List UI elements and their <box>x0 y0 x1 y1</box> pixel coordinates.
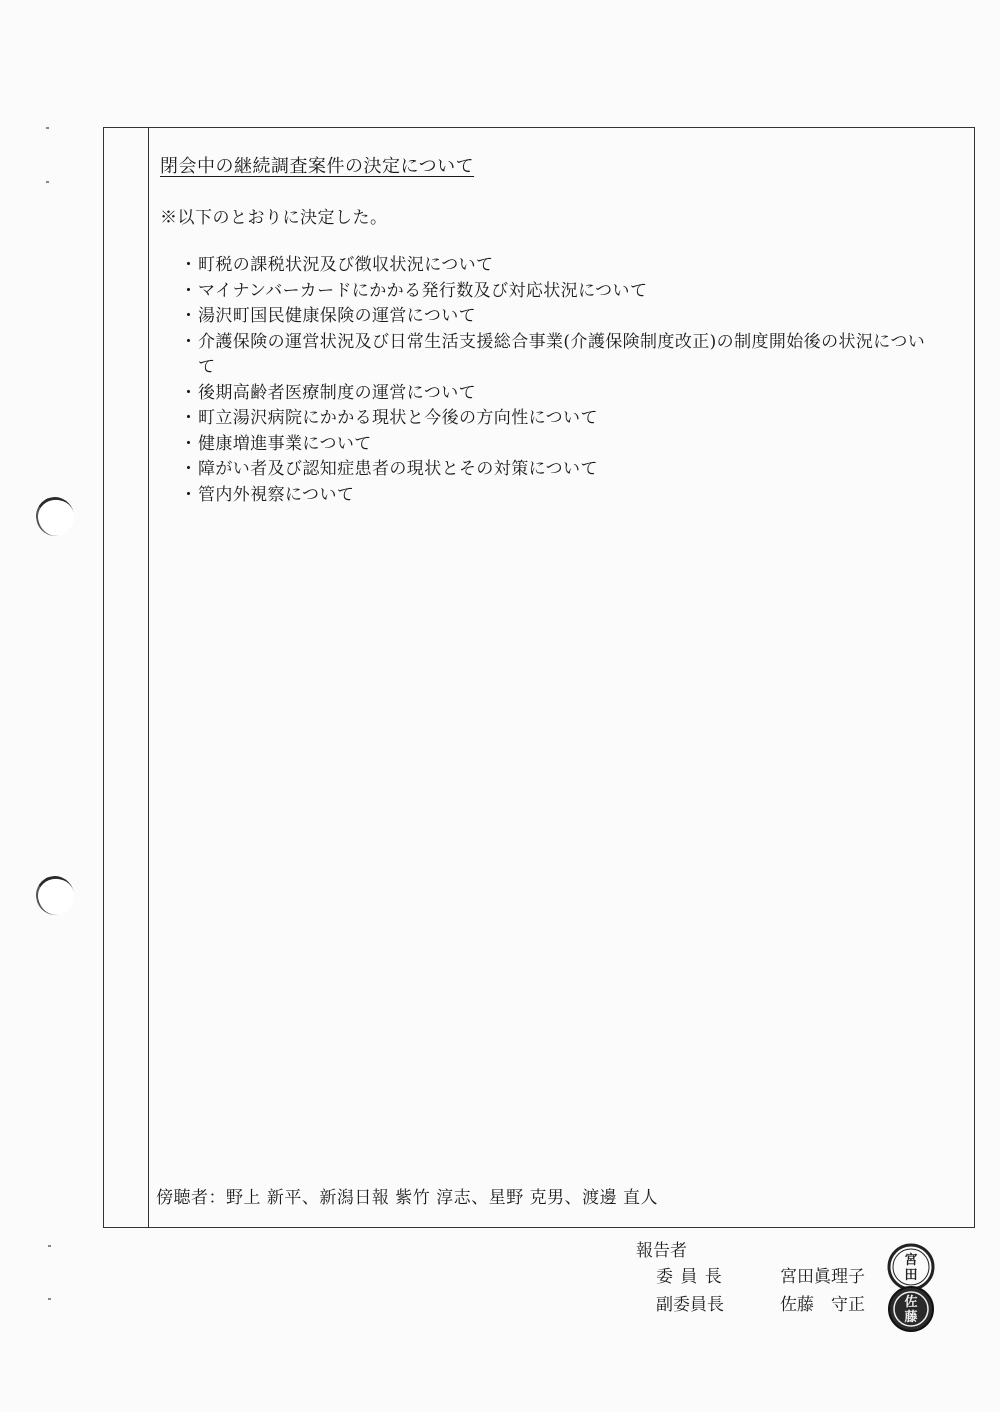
list-item <box>180 406 940 432</box>
list-item <box>180 381 940 407</box>
scan-speck <box>46 181 49 183</box>
decision-note: ※以下のとおりに決定した。 <box>160 208 388 228</box>
chair-role: 委 員 長 <box>656 1267 723 1287</box>
bullet: ・ <box>180 459 198 479</box>
svg-text:田: 田 <box>904 1268 918 1283</box>
list-item <box>180 483 940 509</box>
bullet: ・ <box>180 382 198 403</box>
vice-chair-role: 副委員長 <box>656 1295 724 1315</box>
list-item-text: 障がい者及び認知症患者の現状とその対策について <box>198 459 598 479</box>
bullet: ・ <box>180 331 198 352</box>
list-item <box>180 432 940 458</box>
bullet: ・ <box>180 280 198 301</box>
list-item <box>180 457 940 483</box>
punch-hole-upper <box>33 494 77 539</box>
list-item <box>180 253 940 279</box>
list-item-text: 管内外視察について <box>198 484 355 505</box>
observers-line: 傍聴者：野上 新平、新潟日報 紫竹 淳志、星野 克男、渡邊 直人 <box>156 1188 659 1208</box>
frame-margin-rule <box>148 127 149 1228</box>
list-item <box>180 304 940 330</box>
chair-name: 宮田眞理子 <box>780 1267 865 1287</box>
document-title: 閉会中の継続調査案件の決定について <box>160 156 475 177</box>
bullet: ・ <box>180 408 198 428</box>
list-item-text: 後期高齢者医療制度の運営について <box>198 382 477 403</box>
list-item-text: 町立湯沢病院にかかる現状と今後の方向性について <box>198 408 598 428</box>
bullet: ・ <box>180 306 198 326</box>
svg-text:藤: 藤 <box>904 1310 918 1325</box>
svg-text:宮: 宮 <box>904 1253 918 1268</box>
bullet: ・ <box>180 255 198 275</box>
list-item-text: 健康増進事業について <box>198 433 372 454</box>
list-item <box>180 279 940 305</box>
scan-speck <box>48 1298 51 1300</box>
bullet: ・ <box>180 484 198 505</box>
scan-speck <box>46 127 49 129</box>
list-item-text: 町税の課税状況及び徴収状況について <box>198 255 494 275</box>
vice-chair-seal-stamp <box>886 1284 936 1334</box>
vice-chair-name: 佐藤 守正 <box>780 1295 865 1315</box>
bullet: ・ <box>180 433 198 454</box>
punch-hole-lower <box>33 873 77 918</box>
list-item-text: 湯沢町国民健康保険の運営について <box>198 306 477 326</box>
list-item <box>180 330 940 381</box>
svg-text:佐: 佐 <box>904 1295 918 1310</box>
list-item-text: マイナンバーカードにかかる発行数及び対応状況について <box>198 280 648 301</box>
investigation-item-list <box>180 253 940 508</box>
scan-speck <box>48 1245 51 1247</box>
list-item-text: 介護保険の運営状況及び日常生活支援総合事業(介護保険制度改正)の制度開始後の状況について <box>198 331 926 377</box>
reporter-label: 報告者 <box>636 1241 687 1261</box>
